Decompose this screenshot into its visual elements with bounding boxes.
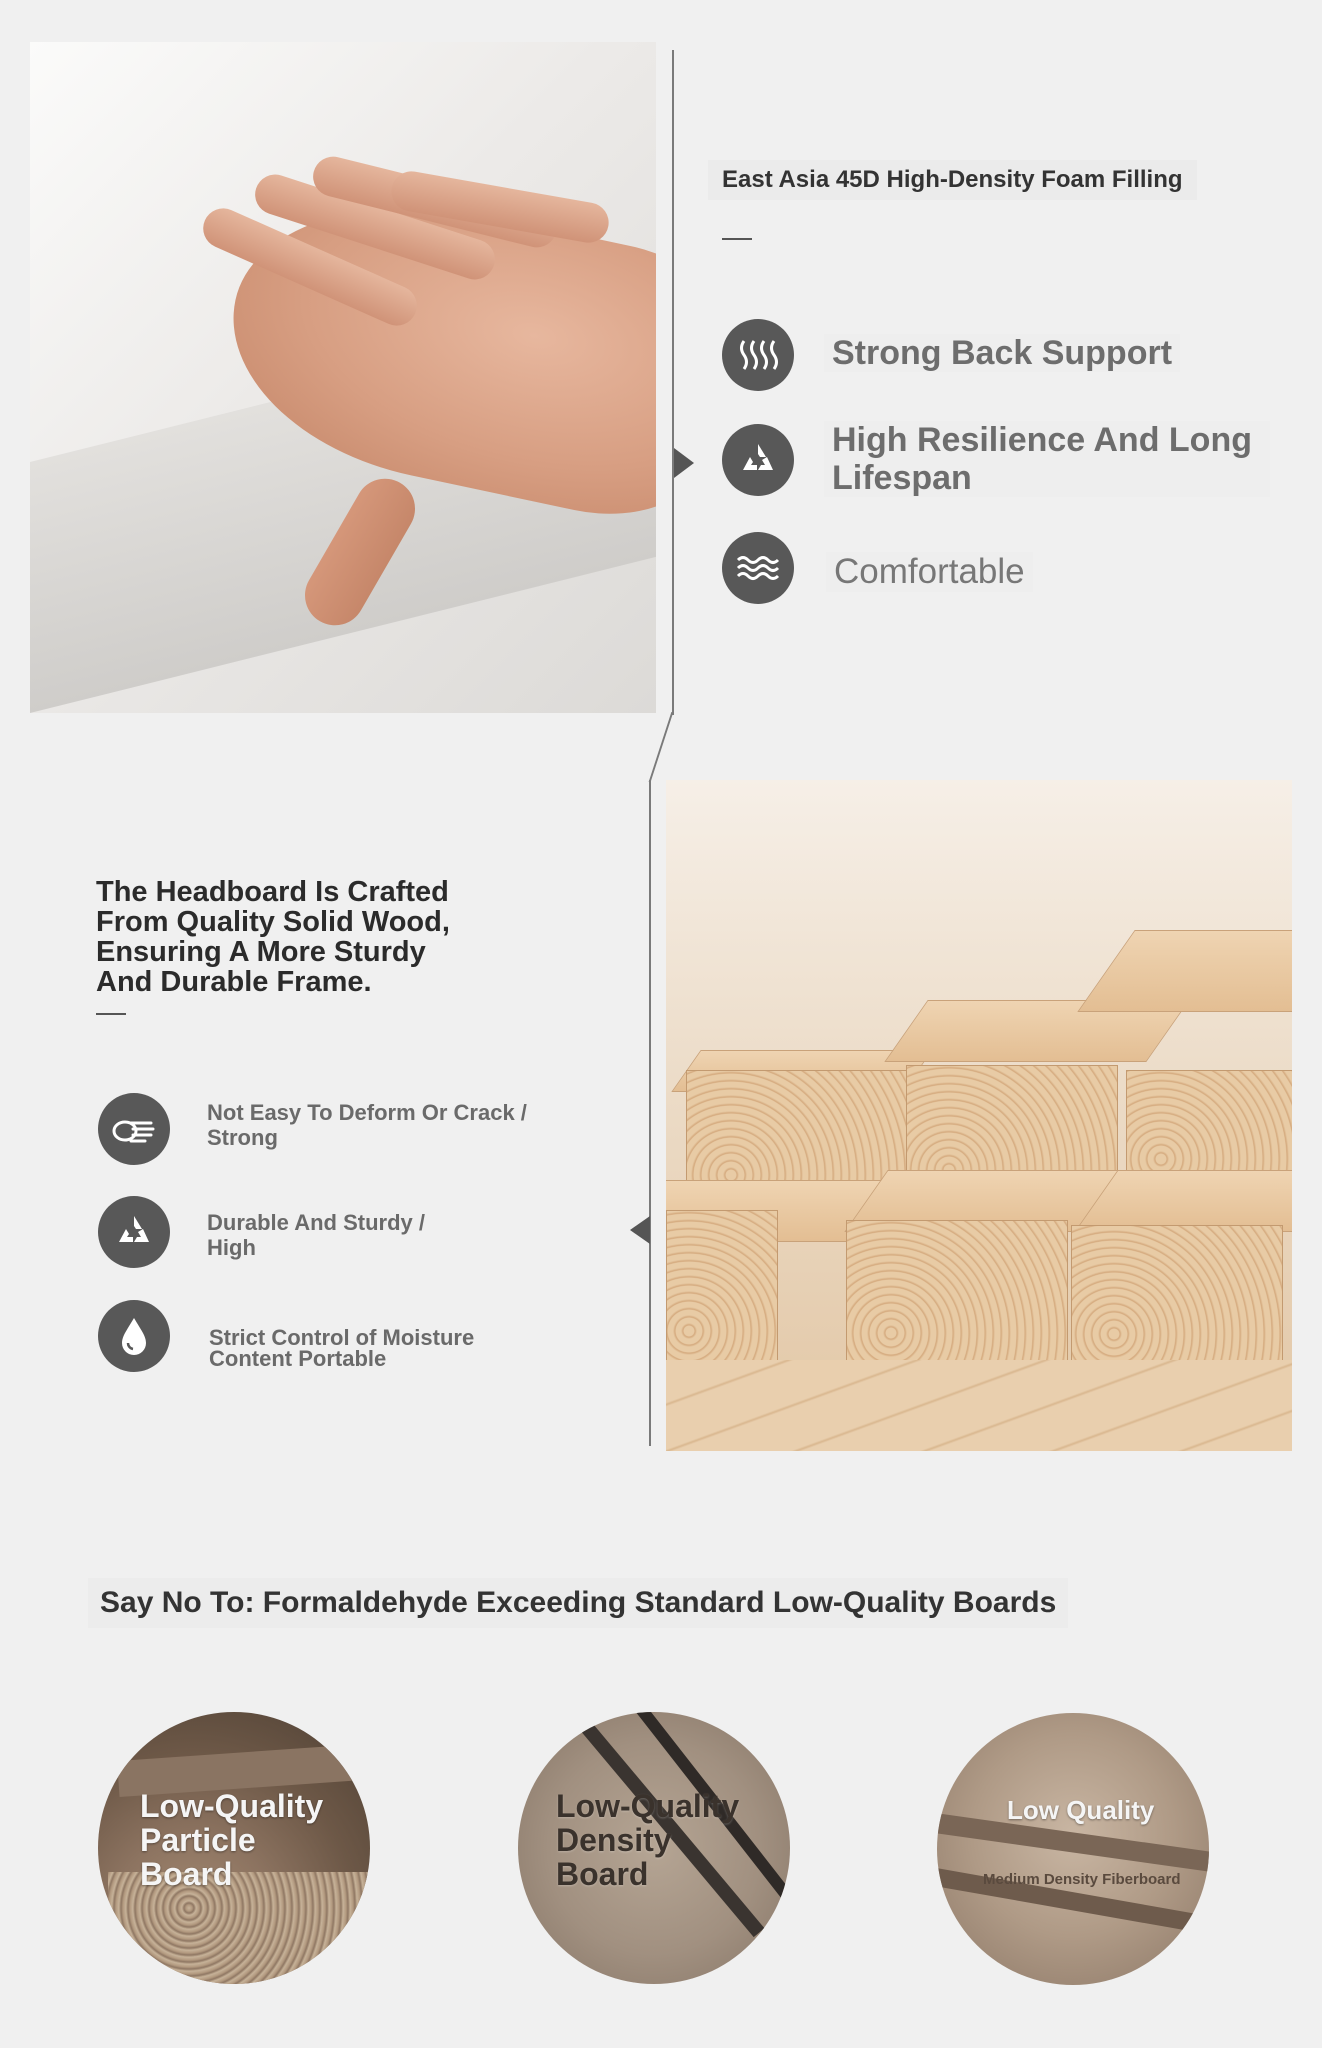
foam-title: East Asia 45D High-Density Foam Filling: [708, 160, 1197, 200]
wood-beam-end: [1071, 1225, 1283, 1362]
board-label-2: Low-Quality Density Board: [556, 1788, 740, 1892]
wood-feature-3: Strict Control of Moisture Content Portable: [209, 1325, 475, 1371]
board-label-3: Low Quality: [1007, 1795, 1155, 1825]
foam-title-dash: [722, 238, 752, 240]
water-drop-icon: [98, 1300, 170, 1372]
wood-floor: [666, 1360, 1292, 1451]
wood-feature-1: Not Easy To Deform Or Crack / Strong: [207, 1100, 527, 1150]
wood-beam-end: [846, 1220, 1068, 1362]
wood-beam-end: [666, 1210, 778, 1362]
top-divider-line: [672, 50, 674, 715]
recycle-icon: [98, 1196, 170, 1268]
wood-beam: [1077, 930, 1292, 1012]
middle-divider-line: [649, 780, 651, 1446]
board-sub-3: Medium Density Fiberboard: [983, 1871, 1181, 1888]
recycle-icon: [722, 424, 794, 496]
pointer-left-icon: [630, 1216, 650, 1244]
waves-icon: [722, 532, 794, 604]
wood-feature-2: Durable And Sturdy / High: [207, 1210, 425, 1260]
density-board-image: [518, 1712, 790, 1984]
foam-feature-1: Strong Back Support: [824, 334, 1180, 372]
wood-photo: [666, 780, 1292, 1451]
foam-feature-3: Comfortable: [826, 552, 1033, 592]
say-no-title: Say No To: Formaldehyde Exceeding Standard Low-Quality Boards: [88, 1578, 1068, 1628]
hand-icon: [98, 1093, 170, 1165]
wood-headline-dash: [96, 1013, 126, 1015]
foam-photo: [30, 42, 656, 713]
board-label-1: Low-Quality Particle Board: [140, 1788, 324, 1892]
foam-feature-2: High Resilience And Long Lifespan: [824, 421, 1270, 497]
divider-connector: [649, 712, 674, 782]
particle-board-image: [98, 1712, 370, 1984]
heat-waves-icon: [722, 319, 794, 391]
fiberboard-image: [937, 1713, 1209, 1985]
wood-beam-end: [1126, 1070, 1292, 1182]
wood-headline: The Headboard Is Crafted From Quality Solid Wood, Ensuring A More Sturdy And Durable Frame.: [96, 876, 450, 998]
pointer-right-icon: [674, 448, 694, 478]
